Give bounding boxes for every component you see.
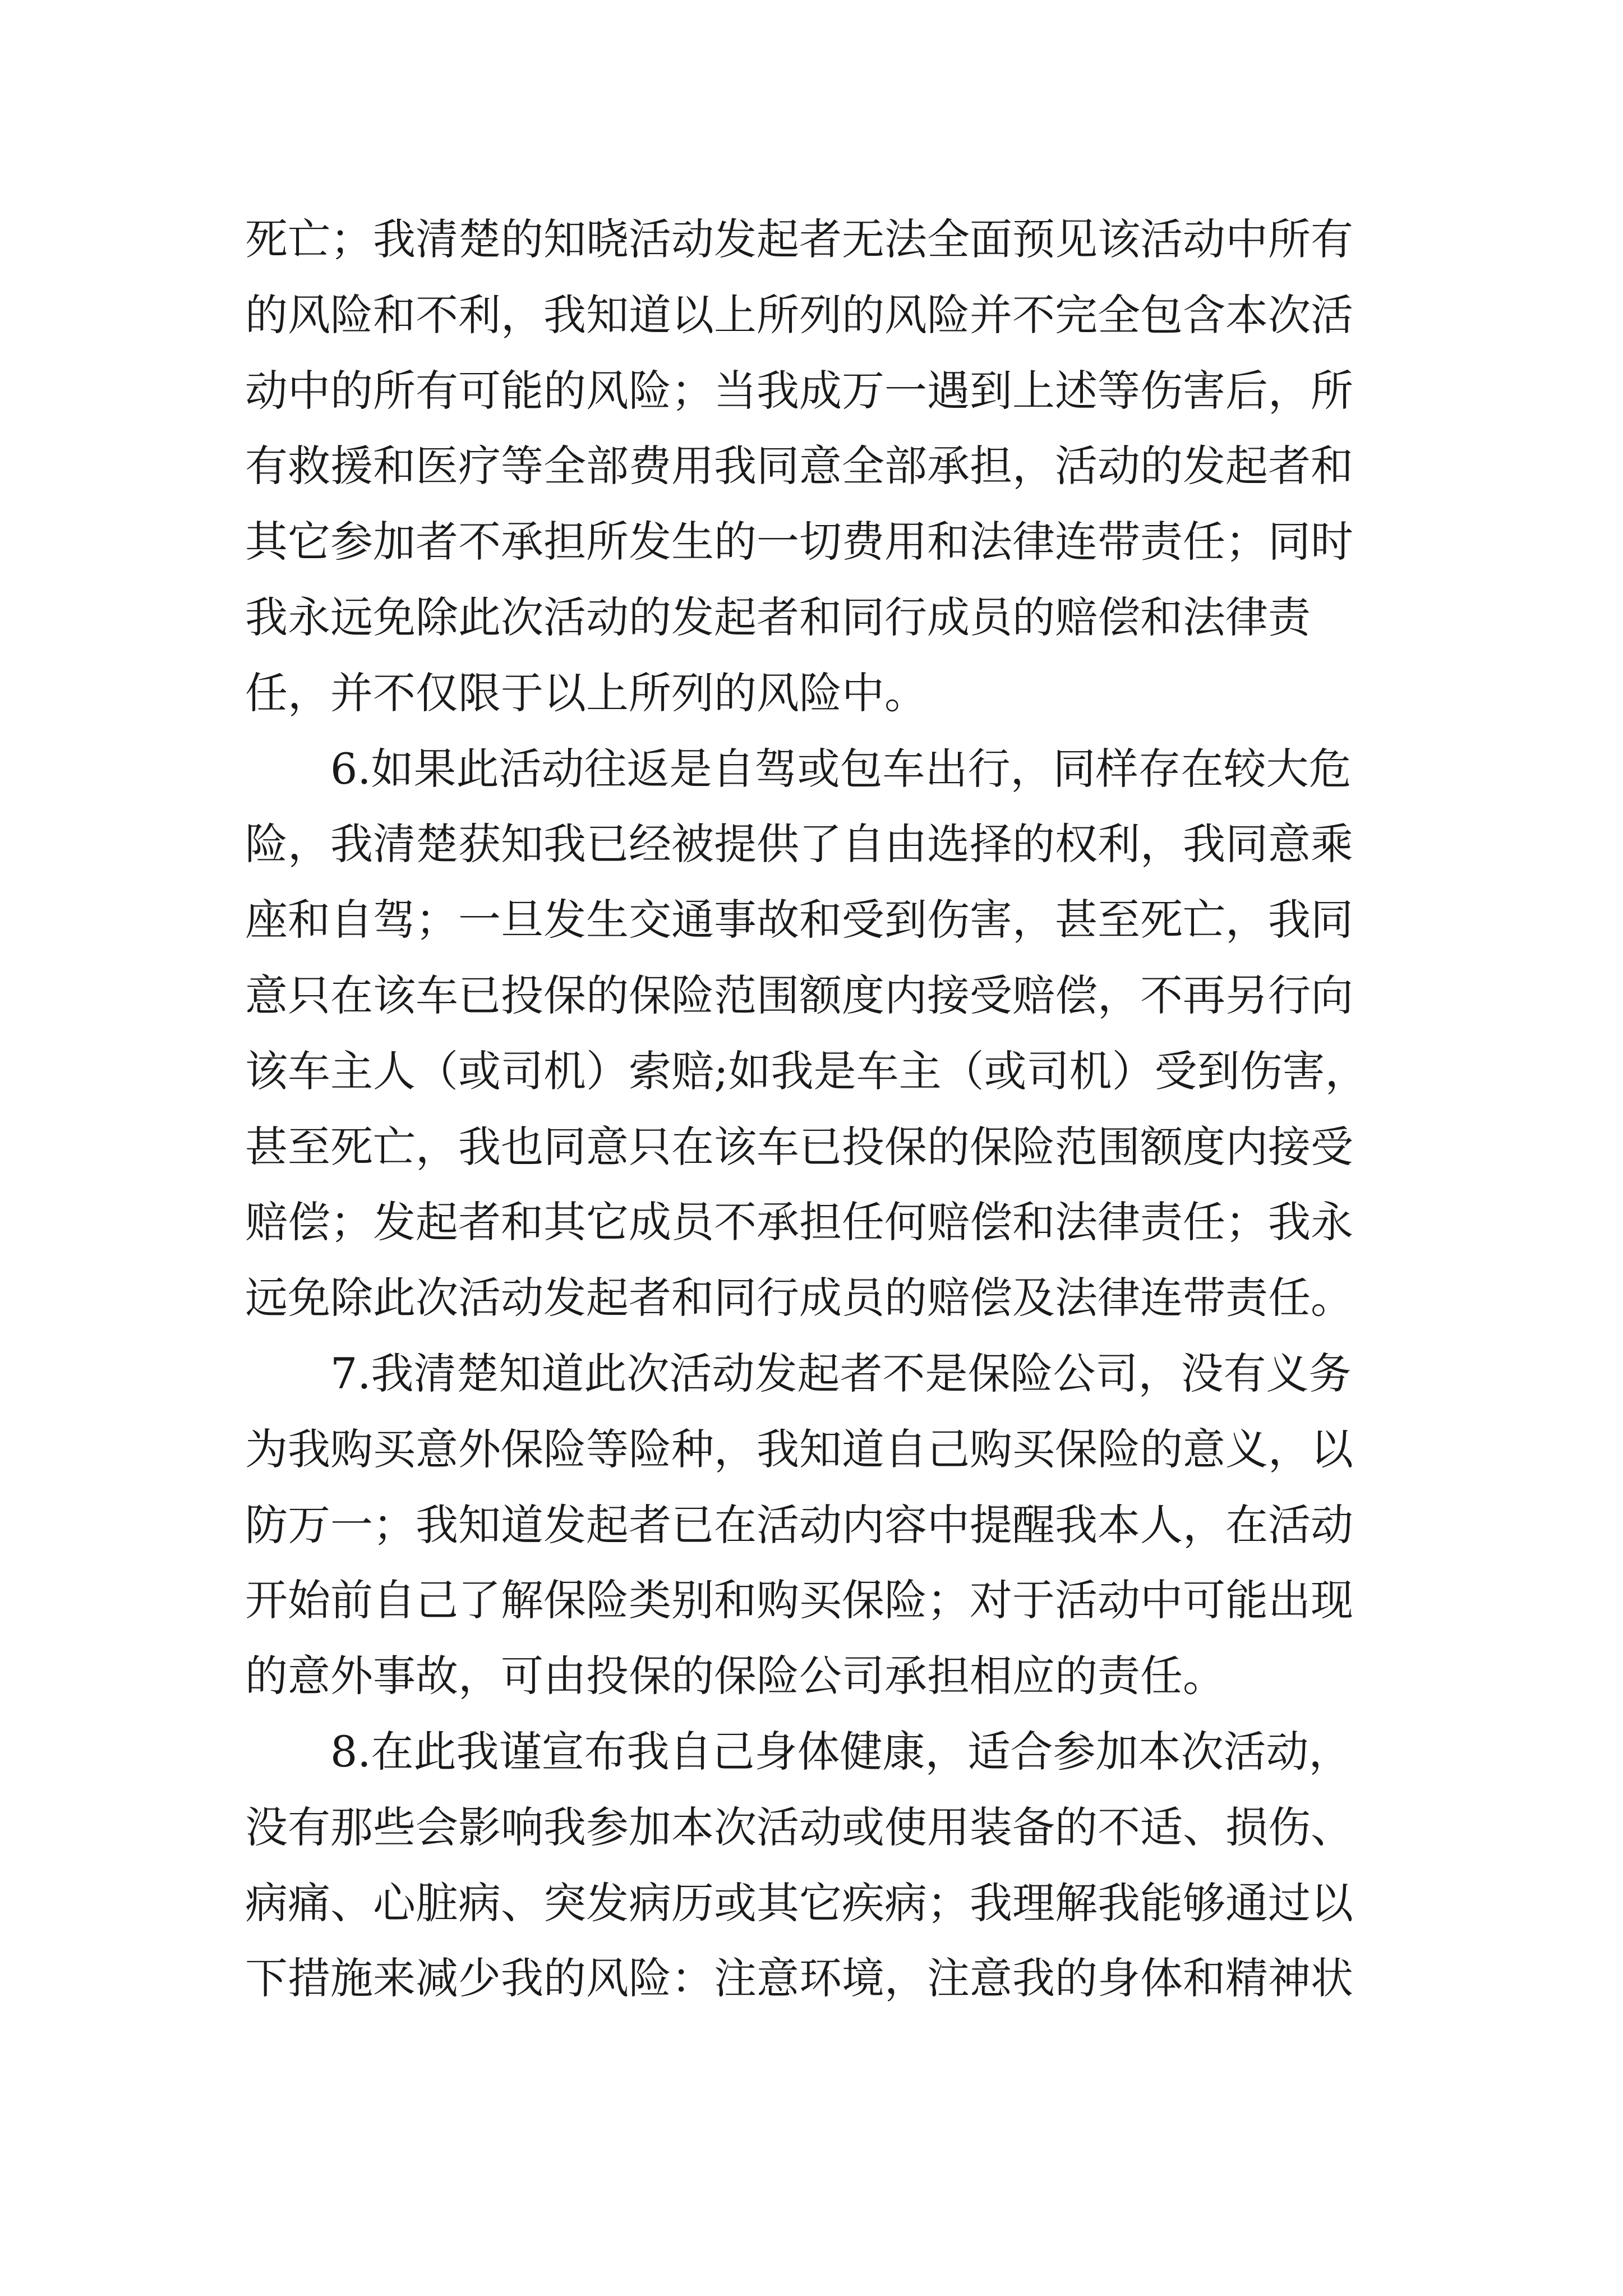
text-line: 开始前自己了解保险类别和购买保险；对于活动中可能出现 [245,1575,1353,1626]
text-line: 为我购买意外保险等险种，我知道自己购买保险的意义，以 [245,1424,1353,1474]
paragraph-7-first-line: 7.我清楚知道此次活动发起者不是保险公司，没有义务 [330,1348,1352,1398]
text-line: 该车主人（或司机）索赔;如我是车主（或司机）受到伤害， [245,1046,1368,1096]
text-line: 其它参加者不承担所发生的一切费用和法律连带责任；同时 [245,517,1353,567]
text-line: 甚至死亡，我也同意只在该车已投保的保险范围额度内接受 [245,1121,1353,1172]
document-body [245,202,1378,2017]
paragraph-8-first-line: 8.在此我谨宣布我自己身体健康，适合参加本次活动， [330,1726,1352,1777]
text-line: 险，我清楚获知我已经被提供了自由选择的权利，我同意乘 [245,819,1353,869]
text-line: 病痛、心脏病、突发病历或其它疾病；我理解我能够通过以 [245,1878,1353,1928]
text-line: 我永远免除此次活动的发起者和同行成员的赔偿和法律责 [245,592,1311,642]
text-line: 任，并不仅限于以上所列的风险中。 [245,668,927,718]
paragraph-6-first-line: 6.如果此活动往返是自驾或包车出行，同样存在较大危 [330,743,1352,794]
text-line: 的意外事故，可由投保的保险公司承担相应的责任。 [245,1651,1225,1701]
text-line: 的风险和不利，我知道以上所列的风险并不完全包含本次活 [245,289,1353,340]
text-line: 防万一；我知道发起者已在活动内容中提醒我本人，在活动 [245,1499,1353,1550]
text-line: 死亡；我清楚的知晓活动发起者无法全面预见该活动中所有 [245,214,1353,264]
text-line: 有救援和医疗等全部费用我同意全部承担，活动的发起者和 [245,441,1353,491]
text-line: 座和自驾；一旦发生交通事故和受到伤害，甚至死亡，我同 [245,895,1353,945]
text-line: 没有那些会影响我参加本次活动或使用装备的不适、损伤、 [245,1802,1353,1852]
text-line: 意只在该车已投保的保险范围额度内接受赔偿，不再另行向 [245,970,1353,1020]
text-line: 远免除此次活动发起者和同行成员的赔偿及法律连带责任。 [245,1273,1353,1323]
text-line: 下措施来减少我的风险：注意环境，注意我的身体和精神状 [245,1953,1353,2004]
text-line: 赔偿；发起者和其它成员不承担任何赔偿和法律责任；我永 [245,1197,1353,1248]
text-line: 动中的所有可能的风险；当我成万一遇到上述等伤害后，所 [245,365,1353,416]
